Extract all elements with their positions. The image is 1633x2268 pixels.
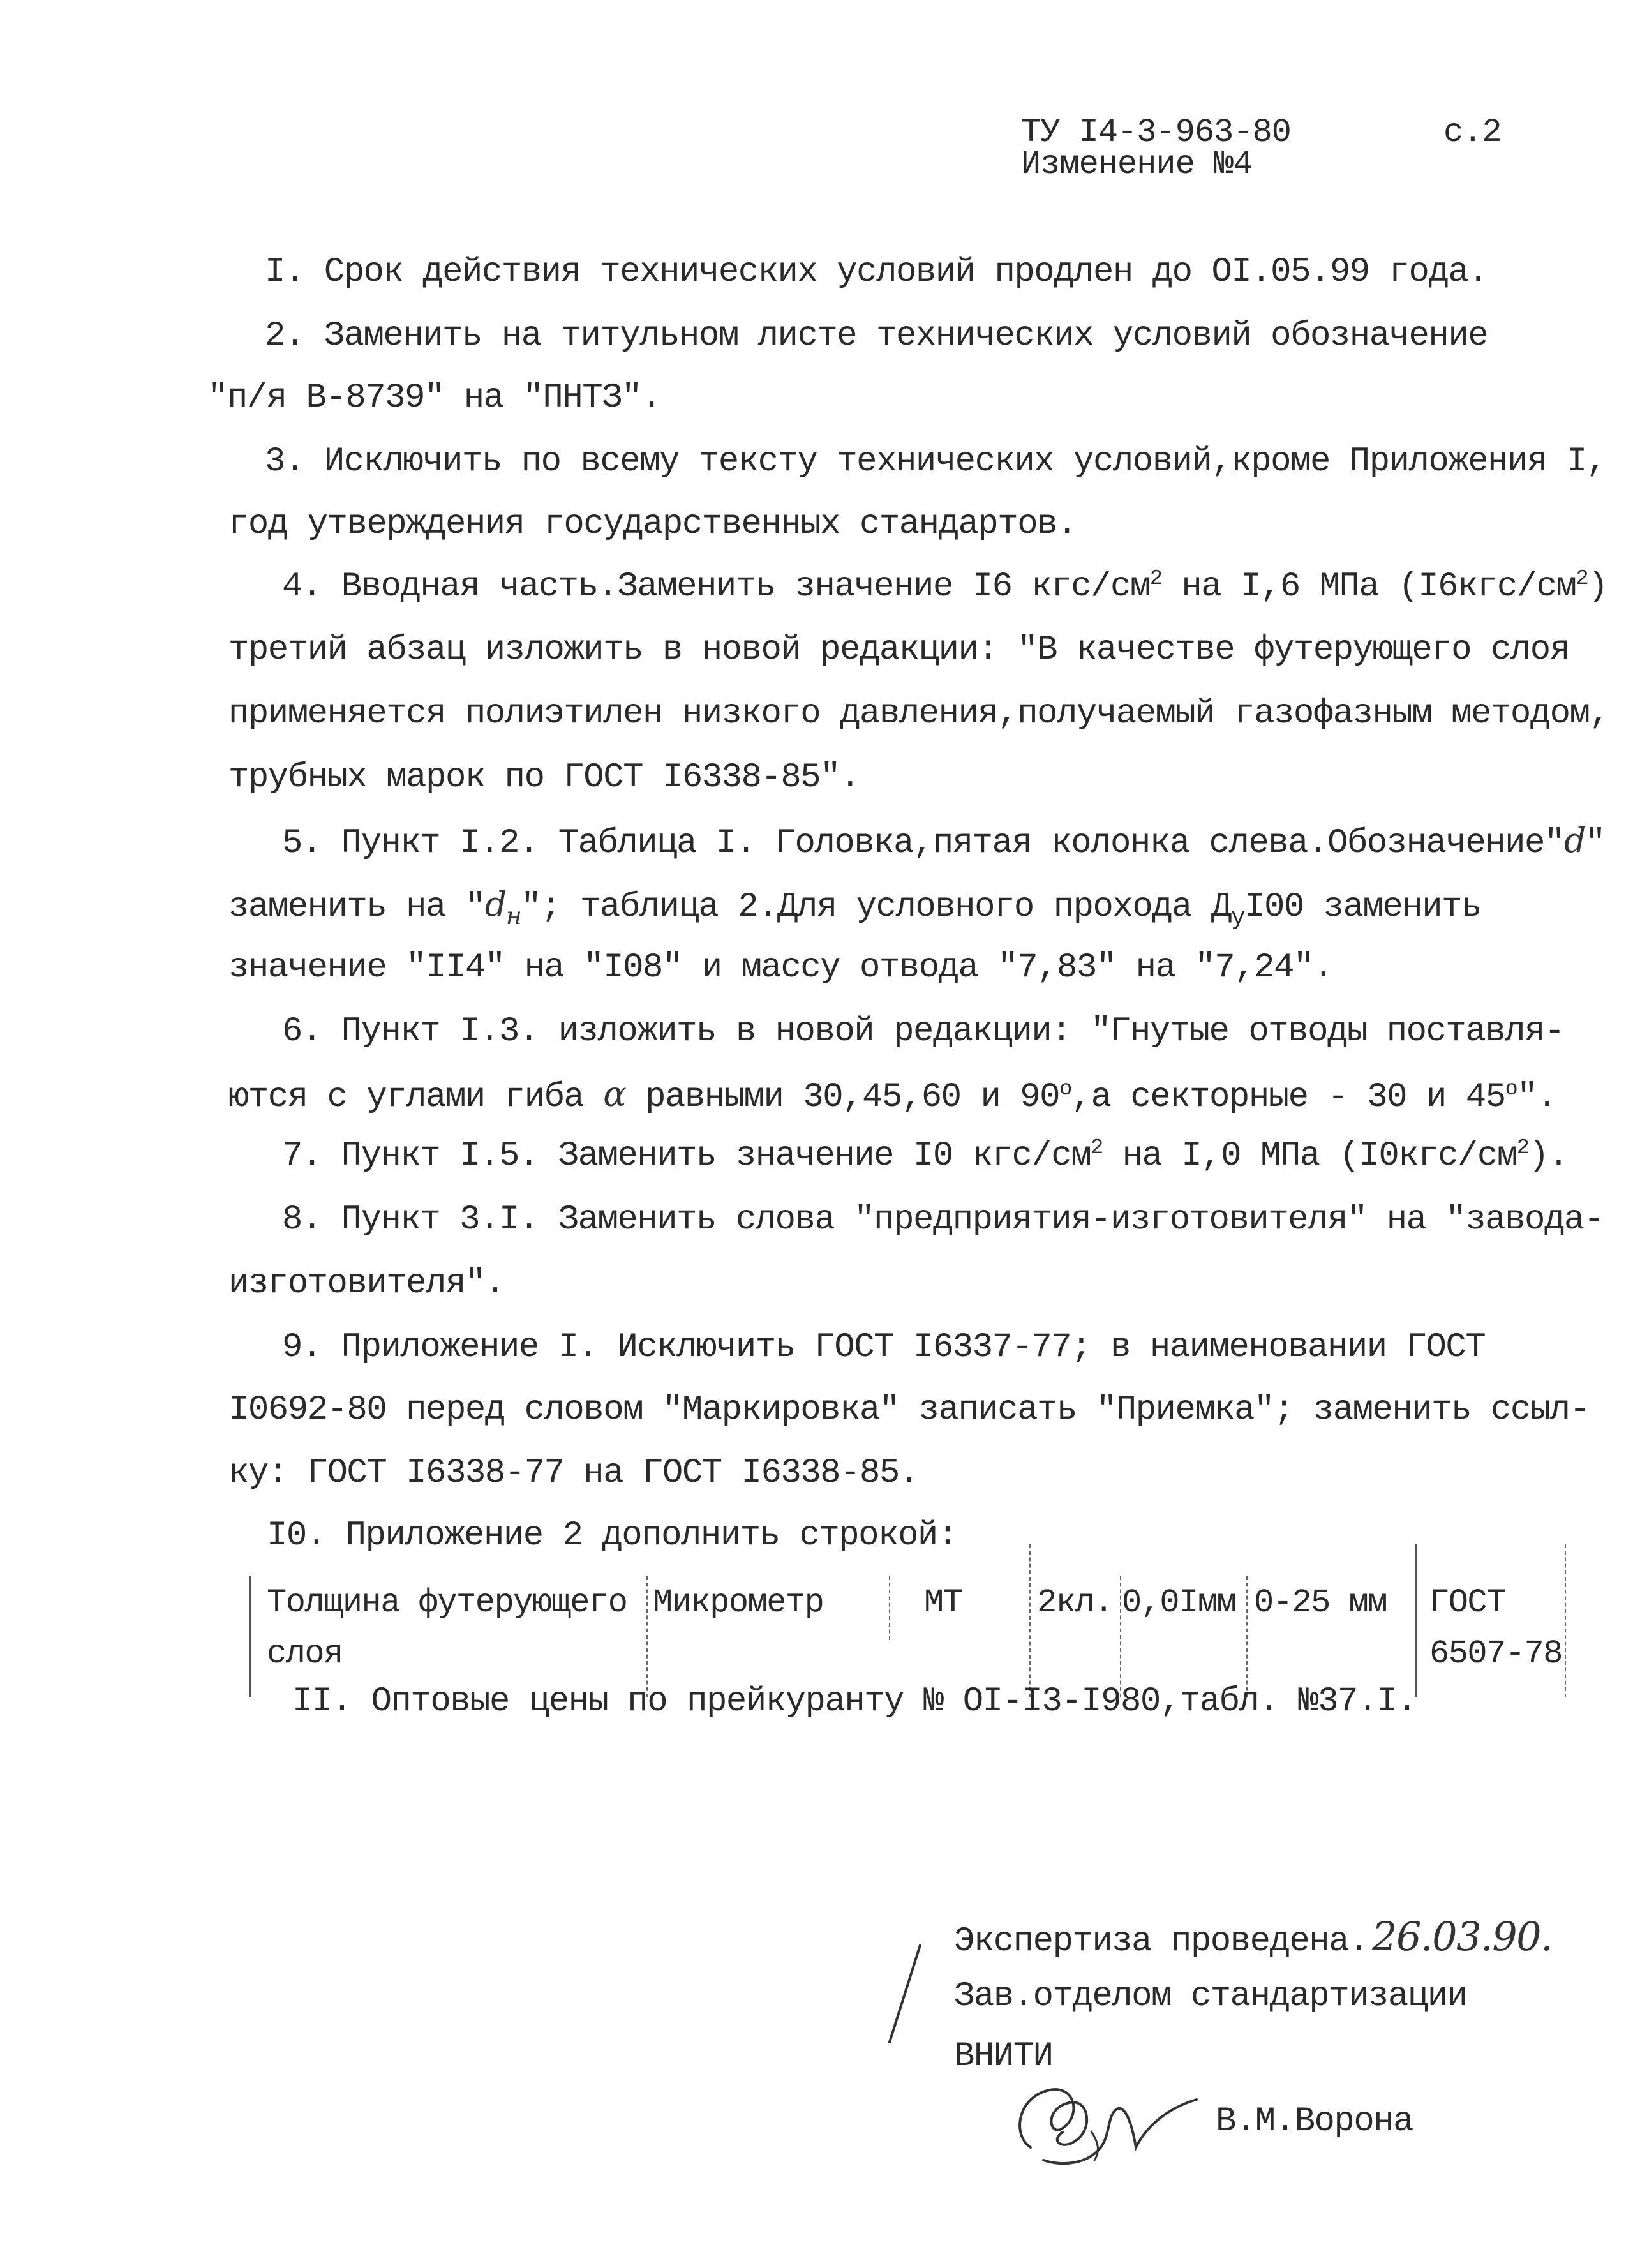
table-border: [1120, 1576, 1121, 1697]
item-4-line-3: применяется полиэтилен низкого давления,получаемый газофазным методом,: [228, 694, 1609, 733]
item-10: I0. Приложение 2 дополнить строкой:: [267, 1516, 957, 1555]
department-line: Зав.отделом стандартизации: [954, 1977, 1467, 2016]
item-4-line-1: 4. Вводная часть.Заменить значение I6 кгс/$см^2$ на I,6 МПа $(I6кгс/см^2)$: [282, 566, 1607, 606]
item-1: I. Срок действия технических условий продлен до OI.05.99 года.: [265, 253, 1488, 292]
table-cell-class: 2кл.: [1037, 1584, 1113, 1622]
item-9-line-2: I0692-80 перед словом "Маркировка" записать "Приемка"; заменить ссыл-: [228, 1391, 1590, 1429]
table-border: [889, 1576, 890, 1640]
table-border: [1246, 1576, 1248, 1697]
item-8-line-1: 8. Пункт 3.I. Заменить слова "предприятия-изготовителя" на "завода-: [282, 1200, 1604, 1239]
table-cell-standard: ГОСТ: [1429, 1584, 1505, 1622]
item-6-line-2: ются с углами гиба α равными 30,45,60 и $90^о,а$ секторные - 30 и $45^о$".: [228, 1074, 1557, 1117]
table-border: [1565, 1544, 1566, 1697]
handwritten-date: 26.03.90.: [1372, 1913, 1553, 1960]
item-9-line-1: 9. Приложение I. Исключить ГОСТ I6337-77; в наименовании ГОСТ: [282, 1328, 1486, 1367]
table-border: [249, 1576, 251, 1697]
item-4-line-4: трубных марок по ГОСТ I6338-85".: [228, 758, 860, 797]
item-2-line-2: "п/я В-8739" на "ПНТЗ".: [207, 378, 661, 417]
table-border: [646, 1576, 648, 1697]
item-5-line-3: значение "II4" на "I08" и массу отвода "7,83" на "7,24".: [228, 948, 1333, 987]
doc-code: ТУ I4-3-963-80: [1021, 114, 1291, 151]
table-border: [1415, 1544, 1417, 1697]
item-8-line-2: изготовителя".: [228, 1264, 505, 1303]
item-9-line-3: ку: ГОСТ I6338-77 на ГОСТ I6338-85.: [228, 1454, 919, 1493]
table-cell-precision: 0,0Iмм: [1122, 1584, 1236, 1622]
signatory-name: В.М.Ворона: [1216, 2102, 1413, 2141]
table-cell-range: 0-25 мм: [1254, 1584, 1387, 1622]
expertise-line: Экспертиза проведена.26.03.90.: [954, 1913, 1553, 1961]
table-cell-property: Толщина футерующего: [267, 1584, 627, 1622]
table-cell-property: слоя: [267, 1635, 343, 1673]
pen-stroke-mark: [881, 1940, 932, 2048]
item-5-line-2: заменить на "$d_н$"; таблица 2.Для условного прохода $Д_уI00$ заменить: [228, 884, 1481, 932]
item-6-line-1: 6. Пункт I.3. изложить в новой редакции: "Гнутые отводы поставля-: [282, 1012, 1564, 1051]
table-cell-code: МТ: [924, 1584, 962, 1622]
item-3-line-2: год утверждения государственных стандартов.: [228, 505, 1077, 544]
organization-line: ВНИТИ: [954, 2037, 1053, 2076]
item-11: II. Оптовые цены по прейкуранту № OI-I3-I980,табл. №37.I.: [292, 1682, 1417, 1721]
item-4-line-2: третий абзац изложить в новой редакции: "В качестве футерующего слоя: [228, 630, 1570, 669]
page-number: с.2: [1443, 114, 1502, 151]
item-2-line-1: 2. Заменить на титульном листе технических условий обозначение: [265, 317, 1488, 355]
change-number: Изменение №4: [1021, 145, 1253, 183]
signature-mark: [1005, 2071, 1216, 2173]
item-3-line-1: 3. Исключить по всему тексту технических условий,кроме Приложения I,: [265, 442, 1606, 481]
table-cell-instrument: Микрометр: [653, 1584, 824, 1622]
table-border: [1029, 1544, 1031, 1697]
item-7: 7. Пункт I.5. Заменить значение I0 кгс/$см^2$ на I,0 МПа $(I0кгс/см^2)$.: [282, 1135, 1569, 1175]
table-cell-standard: 6507-78: [1429, 1635, 1562, 1673]
item-5-line-1: 5. Пункт I.2. Таблица I. Головка,пятая колонка слева.Обозначение"d": [282, 820, 1605, 863]
